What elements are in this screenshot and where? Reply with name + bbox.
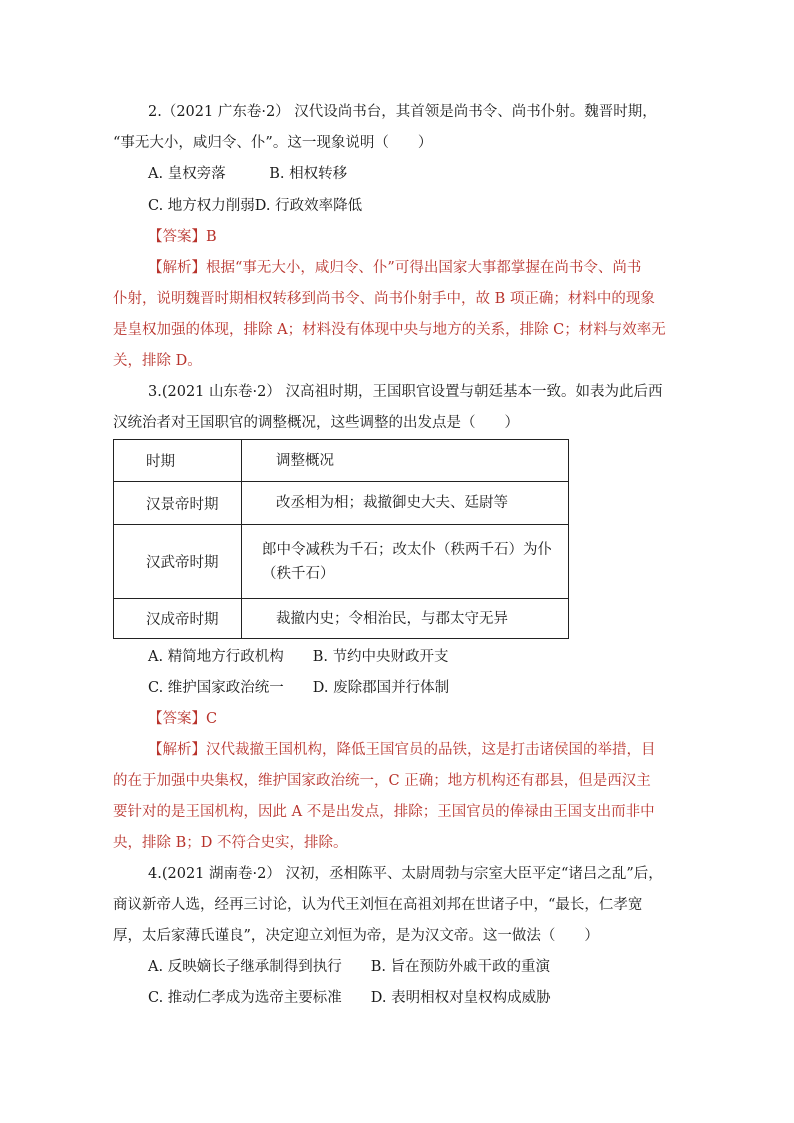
q3-analysis-line1: 【解析】汉代裁撤王国机构，降低王国官员的品铁，这是打击诸侯国的举措，目 — [148, 742, 656, 758]
q3-analysis-line4: 央，排除 B；D 不符合史实，排除。 — [113, 835, 348, 851]
q2-analysis-line3: 是皇权加强的体现，排除 A；材料没有体现中央与地方的关系，排除 C；材料与效率无 — [113, 322, 666, 338]
adjustment-table — [113, 439, 569, 639]
q3-stem-line1: 3.(2021 山东卷·2） 汉高祖时期，王国职官设置与朝廷基本一致。如表为此后西 — [148, 384, 663, 400]
q2-options-ab: A. 皇权旁落 B. 相权转移 — [148, 166, 348, 182]
table-row — [114, 525, 569, 599]
answer-tag: 【答案】 — [148, 711, 206, 727]
table-row — [114, 599, 569, 639]
q3-analysis-line3: 要针对的是王国机构，因此 A 不是出发点，排除；王国官员的俸禄由王国支出而非中 — [113, 804, 655, 820]
q4-options-ab: A. 反映嫡长子继承制得到执行 B. 旨在预防外戚干政的重演 — [148, 959, 551, 975]
answer-value: B — [206, 229, 217, 245]
table-header-period: 时期 — [114, 440, 242, 482]
q4-options-cd: C. 推动仁孝成为选帝主要标准 D. 表明相权对皇权构成威胁 — [148, 990, 551, 1006]
q3-answer — [148, 709, 217, 729]
table-cell-period: 汉成帝时期 — [114, 599, 242, 639]
q2-options-cd: C. 地方权力削弱D. 行政效率降低 — [148, 198, 363, 214]
q2-stem-line1: 2.（2021 广东卷·2） 汉代设尚书台，其首领是尚书令、尚书仆射。魏晋时期， — [148, 104, 657, 120]
q2-analysis-line2: 仆射，说明魏晋时期相权转移到尚书令、尚书仆射手中，故 B 项正确；材料中的现象 — [113, 291, 655, 307]
q3-stem-line2: 汉统治者对王国职官的调整概况，这些调整的出发点是（ ） — [113, 415, 519, 431]
table-cell-summary: 郎中令减秩为千石；改太仆（秩两千石）为仆（秩千石） — [242, 525, 569, 599]
answer-tag: 【答案】 — [148, 229, 206, 245]
q3-options-ab: A. 精简地方行政机构 B. 节约中央财政开支 — [148, 649, 449, 665]
table-cell-period: 汉景帝时期 — [114, 482, 242, 525]
q3-analysis-line2: 的在于加强中央集权，维护国家政治统一，C 正确；地方机构还有郡县，但是西汉主 — [113, 773, 651, 789]
q2-answer — [148, 227, 217, 247]
table-row — [114, 482, 569, 525]
table-cell-summary: 裁撤内史；令相治民，与郡太守无异 — [242, 599, 569, 639]
table-cell-summary: 改丞相为相；裁撤御史大夫、廷尉等 — [242, 482, 569, 525]
table-cell-period: 汉武帝时期 — [114, 525, 242, 599]
q3-options-cd: C. 维护国家政治统一 D. 废除郡国并行体制 — [148, 680, 450, 696]
q4-stem-line2: 商议新帝人选，经再三讨论，认为代王刘恒在高祖刘邦在世诸子中，“最长，仁孝宽 — [113, 897, 643, 913]
q2-analysis-line1: 【解析】根据“事无大小，咸归令、仆”可得出国家大事都掌握在尚书令、尚书 — [148, 260, 642, 276]
q2-analysis-line4: 关，排除 D。 — [113, 353, 202, 369]
table-header-row — [114, 440, 569, 482]
q2-stem-line2: “事无大小，咸归令、仆”。这一现象说明（ ） — [113, 135, 433, 151]
answer-value: C — [206, 711, 218, 727]
q4-stem-line1: 4.(2021 湖南卷·2） 汉初，丞相陈平、太尉周勃与宗室大臣平定“诸吕之乱”后， — [148, 866, 663, 882]
q4-stem-line3: 厚，太后家薄氏谨良”，决定迎立刘恒为帝，是为汉文帝。这一做法（ ） — [113, 928, 599, 944]
table-header-summary: 调整概况 — [242, 440, 569, 482]
